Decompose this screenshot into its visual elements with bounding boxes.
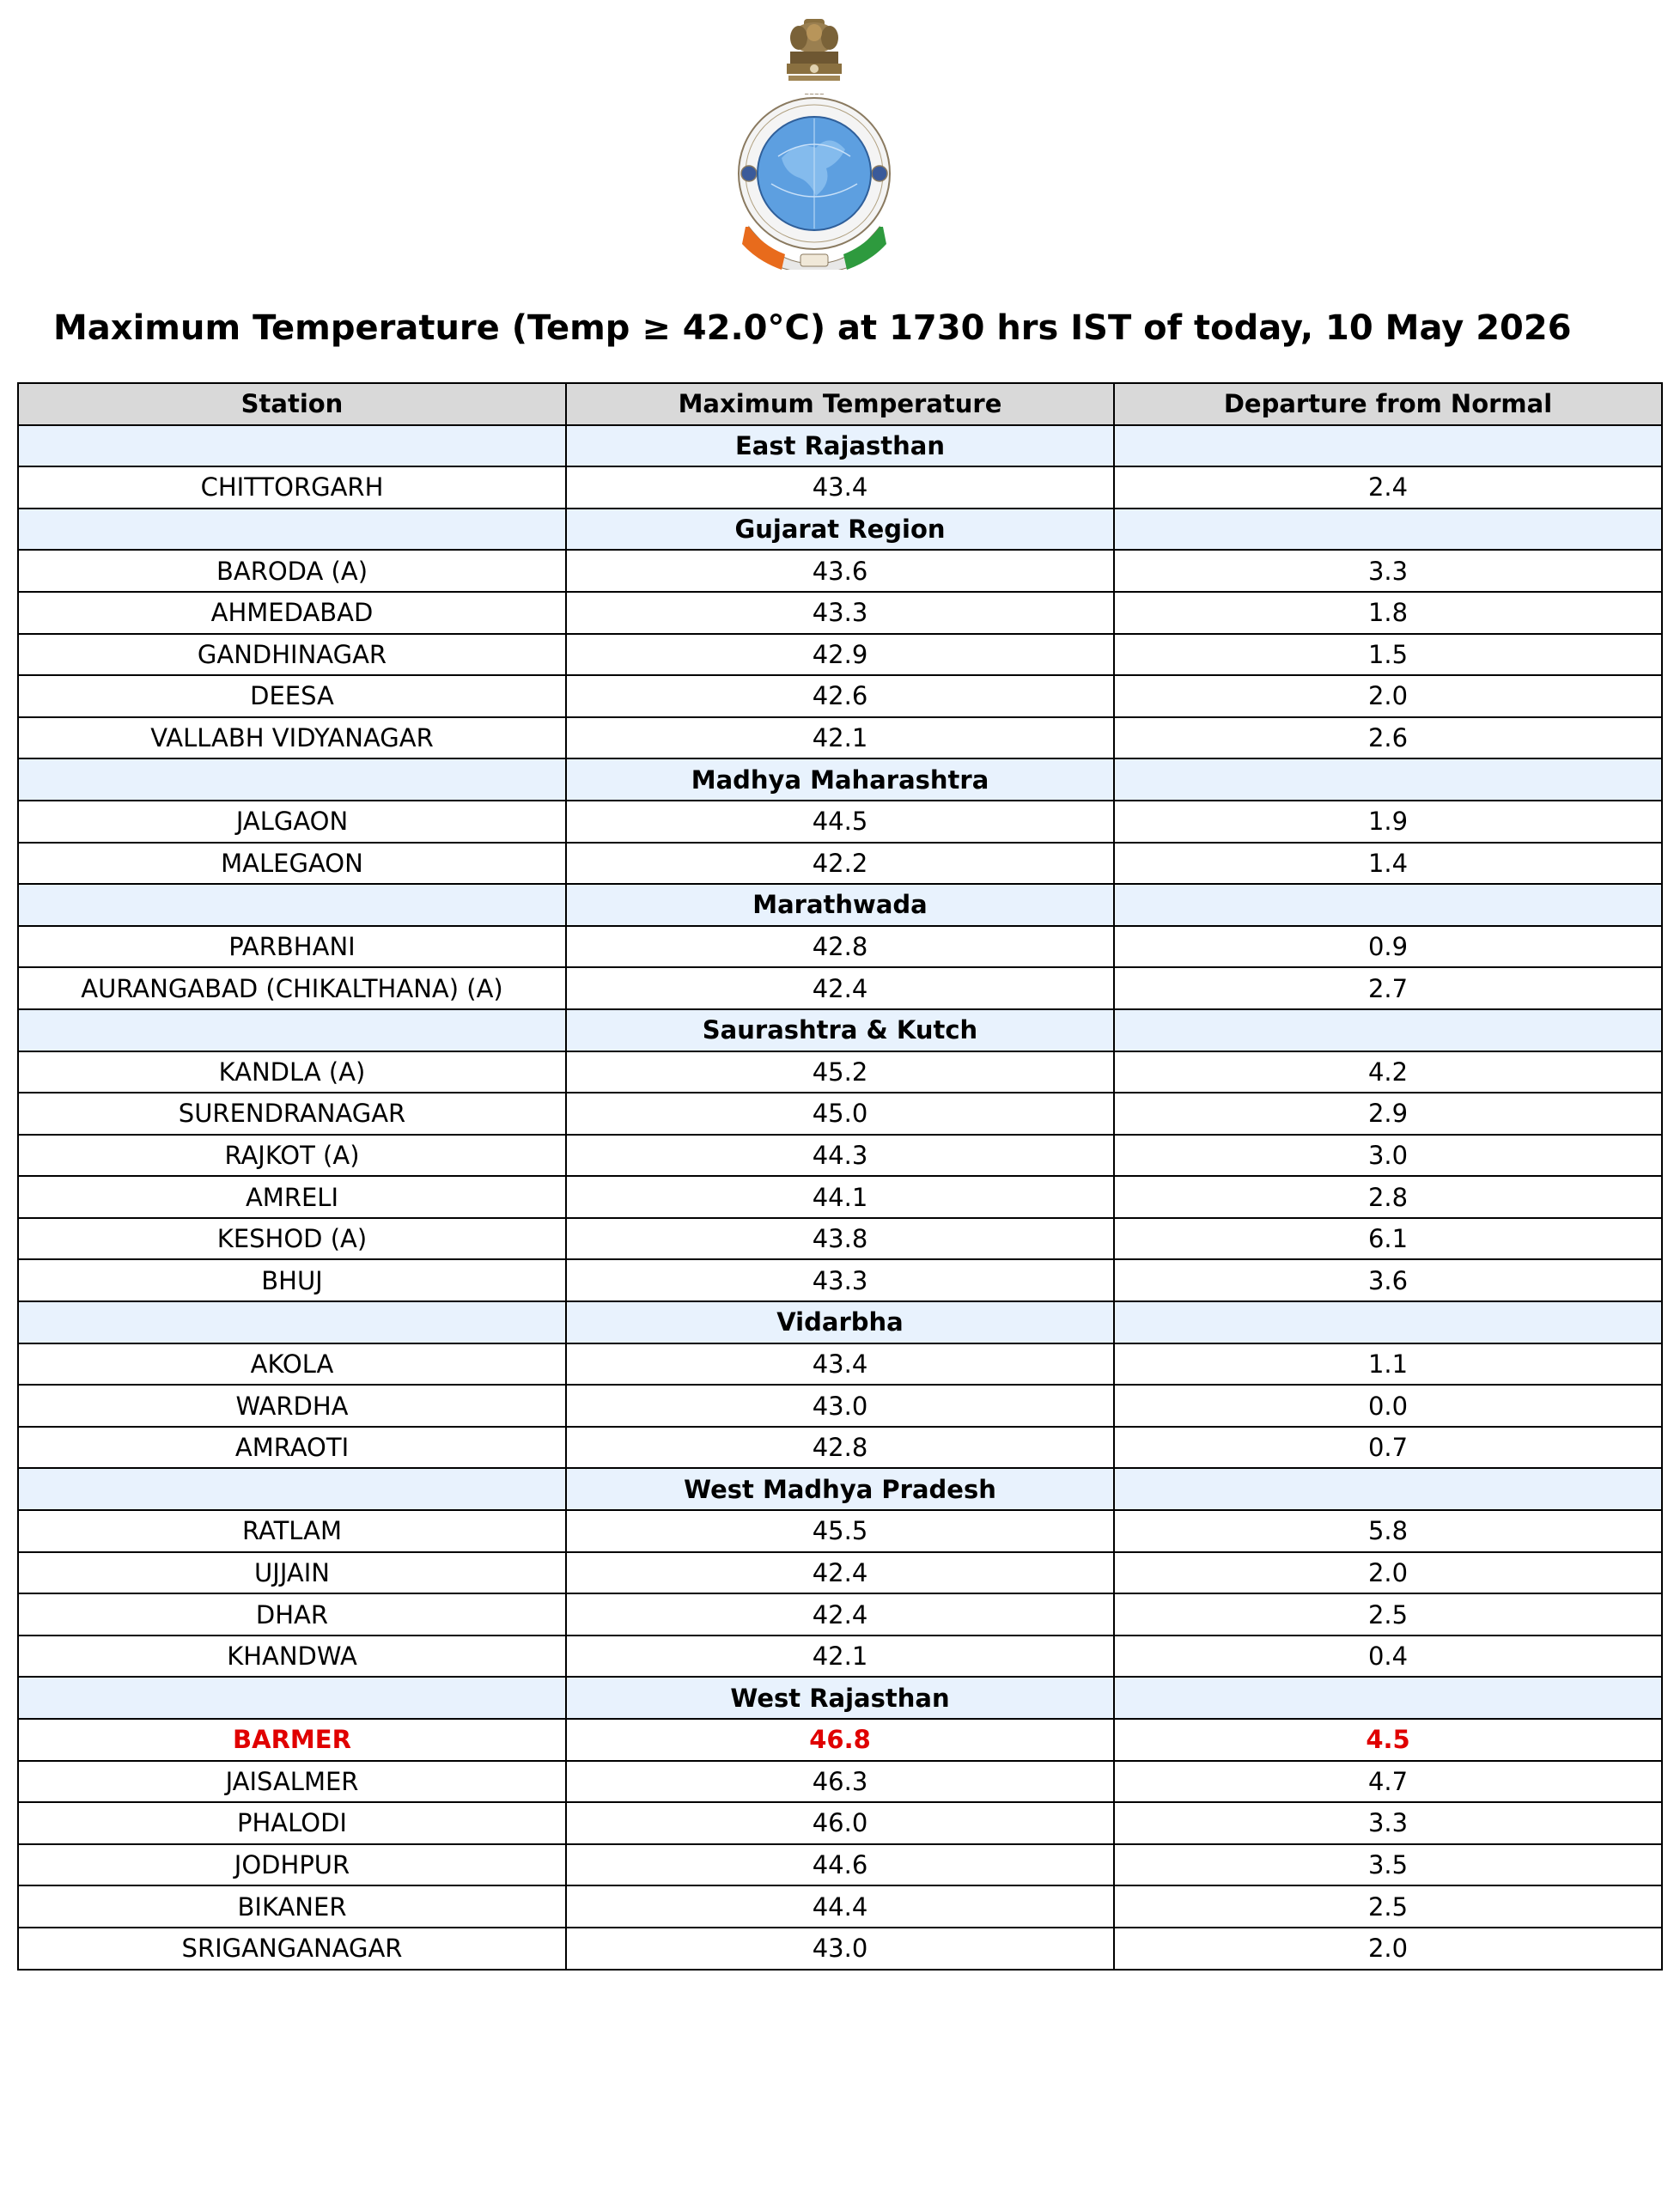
station-name: KANDLA (A) [18, 1051, 566, 1093]
departure-cell: 1.9 [1114, 801, 1662, 843]
imd-emblem-icon [737, 12, 892, 270]
region-name: Gujarat Region [566, 509, 1114, 551]
departure-cell: 1.8 [1114, 592, 1662, 634]
max-temperature-cell: 42.8 [566, 1427, 1114, 1469]
station-name: GANDHINAGAR [18, 634, 566, 676]
table-row [18, 675, 1662, 717]
table-row [18, 1844, 1662, 1886]
table-row [18, 1885, 1662, 1928]
station-name: BHUJ [18, 1259, 566, 1301]
max-temperature-cell: 44.4 [566, 1885, 1114, 1928]
station-name: JODHPUR [18, 1844, 566, 1886]
departure-cell: 1.5 [1114, 634, 1662, 676]
table-row [18, 1552, 1662, 1594]
table-row [18, 1510, 1662, 1552]
max-temperature-cell: 43.4 [566, 466, 1114, 509]
station-name: DEESA [18, 675, 566, 717]
region-row [18, 758, 1662, 801]
departure-cell: 2.7 [1114, 967, 1662, 1009]
region-name: West Madhya Pradesh [566, 1468, 1114, 1510]
table-row [18, 1176, 1662, 1218]
departure-cell: 3.6 [1114, 1259, 1662, 1301]
departure-cell: 2.5 [1114, 1885, 1662, 1928]
station-name: SURENDRANAGAR [18, 1093, 566, 1135]
max-temperature-cell: 44.1 [566, 1176, 1114, 1218]
max-temperature-cell: 46.3 [566, 1761, 1114, 1803]
table-row [18, 550, 1662, 592]
departure-cell: 3.0 [1114, 1135, 1662, 1177]
region-row [18, 509, 1662, 551]
max-temperature-cell: 44.6 [566, 1844, 1114, 1886]
station-name: AURANGABAD (CHIKALTHANA) (A) [18, 967, 566, 1009]
max-temperature-cell: 45.2 [566, 1051, 1114, 1093]
max-temperature-cell: 45.0 [566, 1093, 1114, 1135]
station-name: BARMER [18, 1719, 566, 1761]
table-row [18, 466, 1662, 509]
departure-cell: 0.7 [1114, 1427, 1662, 1469]
region-empty-cell [18, 758, 566, 801]
region-empty-cell [18, 1677, 566, 1719]
table-row [18, 843, 1662, 885]
region-empty-cell [1114, 884, 1662, 926]
region-empty-cell [1114, 758, 1662, 801]
station-name: AKOLA [18, 1343, 566, 1386]
region-name: Madhya Maharashtra [566, 758, 1114, 801]
column-header-departure: Departure from Normal [1114, 383, 1662, 425]
region-row [18, 1468, 1662, 1510]
departure-cell: 2.6 [1114, 717, 1662, 759]
table-header [18, 383, 1662, 425]
station-name: PHALODI [18, 1802, 566, 1844]
column-header-max-temperature: Maximum Temperature [566, 383, 1114, 425]
station-name: RAJKOT (A) [18, 1135, 566, 1177]
max-temperature-cell: 43.4 [566, 1343, 1114, 1386]
max-temperature-cell: 42.1 [566, 717, 1114, 759]
region-empty-cell [1114, 1301, 1662, 1343]
table-row [18, 1259, 1662, 1301]
departure-cell: 4.2 [1114, 1051, 1662, 1093]
header-row [18, 383, 1662, 425]
table-row [18, 1928, 1662, 1970]
table-row [18, 634, 1662, 676]
max-temperature-cell: 43.8 [566, 1218, 1114, 1260]
max-temperature-cell: 45.5 [566, 1510, 1114, 1552]
region-name: Vidarbha [566, 1301, 1114, 1343]
max-temperature-cell: 42.6 [566, 675, 1114, 717]
station-name: KESHOD (A) [18, 1218, 566, 1260]
table-row [18, 1761, 1662, 1803]
departure-cell: 1.4 [1114, 843, 1662, 885]
region-empty-cell [18, 1009, 566, 1051]
svg-text:~~~~: ~~~~ [804, 91, 825, 98]
station-name: BIKANER [18, 1885, 566, 1928]
table-row [18, 1593, 1662, 1636]
max-temperature-cell: 42.2 [566, 843, 1114, 885]
station-name: AMRAOTI [18, 1427, 566, 1469]
region-empty-cell [1114, 1468, 1662, 1510]
table-row-highest [18, 1719, 1662, 1761]
departure-cell: 6.1 [1114, 1218, 1662, 1260]
region-empty-cell [18, 425, 566, 467]
departure-cell: 4.5 [1114, 1719, 1662, 1761]
station-name: CHITTORGARH [18, 466, 566, 509]
departure-cell: 4.7 [1114, 1761, 1662, 1803]
station-name: WARDHA [18, 1385, 566, 1427]
departure-cell: 3.3 [1114, 550, 1662, 592]
station-name: VALLABH VIDYANAGAR [18, 717, 566, 759]
departure-cell: 5.8 [1114, 1510, 1662, 1552]
max-temperature-cell: 43.6 [566, 550, 1114, 592]
max-temperature-cell: 44.5 [566, 801, 1114, 843]
station-name: BARODA (A) [18, 550, 566, 592]
station-name: AHMEDABAD [18, 592, 566, 634]
table-row [18, 1802, 1662, 1844]
table-row [18, 1051, 1662, 1093]
table-body [18, 425, 1662, 1970]
departure-cell: 2.9 [1114, 1093, 1662, 1135]
column-header-station: Station [18, 383, 566, 425]
max-temperature-cell: 44.3 [566, 1135, 1114, 1177]
table-row [18, 926, 1662, 968]
region-name: Marathwada [566, 884, 1114, 926]
station-name: JALGAON [18, 801, 566, 843]
max-temperature-cell: 42.8 [566, 926, 1114, 968]
max-temperature-cell: 46.8 [566, 1719, 1114, 1761]
station-name: KHANDWA [18, 1636, 566, 1678]
departure-cell: 2.0 [1114, 1552, 1662, 1594]
region-empty-cell [1114, 1009, 1662, 1051]
region-empty-cell [1114, 1677, 1662, 1719]
station-name: SRIGANGANAGAR [18, 1928, 566, 1970]
departure-cell: 3.3 [1114, 1802, 1662, 1844]
station-name: RATLAM [18, 1510, 566, 1552]
departure-cell: 3.5 [1114, 1844, 1662, 1886]
region-empty-cell [18, 509, 566, 551]
max-temperature-cell: 43.3 [566, 1259, 1114, 1301]
station-name: DHAR [18, 1593, 566, 1636]
max-temperature-cell: 43.0 [566, 1385, 1114, 1427]
max-temperature-cell: 42.9 [566, 634, 1114, 676]
station-name: PARBHANI [18, 926, 566, 968]
departure-cell: 2.5 [1114, 1593, 1662, 1636]
station-name: UJJAIN [18, 1552, 566, 1594]
table-row [18, 1135, 1662, 1177]
region-row [18, 1677, 1662, 1719]
station-name: MALEGAON [18, 843, 566, 885]
max-temperature-cell: 43.3 [566, 592, 1114, 634]
region-row [18, 884, 1662, 926]
table-row [18, 1093, 1662, 1135]
max-temperature-cell: 42.4 [566, 967, 1114, 1009]
departure-cell: 2.0 [1114, 1928, 1662, 1970]
region-empty-cell [1114, 425, 1662, 467]
departure-cell: 1.1 [1114, 1343, 1662, 1386]
max-temperature-cell: 43.0 [566, 1928, 1114, 1970]
region-name: West Rajasthan [566, 1677, 1114, 1719]
region-name: East Rajasthan [566, 425, 1114, 467]
departure-cell: 2.0 [1114, 675, 1662, 717]
max-temperature-cell: 42.1 [566, 1636, 1114, 1678]
departure-cell: 0.4 [1114, 1636, 1662, 1678]
page-title: Maximum Temperature (Temp ≥ 42.0°C) at 1730 hrs IST of today, 10 May 2026 [53, 308, 1572, 348]
table-row [18, 801, 1662, 843]
table-row [18, 1343, 1662, 1386]
region-empty-cell [18, 1301, 566, 1343]
region-name: Saurashtra & Kutch [566, 1009, 1114, 1051]
table-row [18, 1218, 1662, 1260]
table-row [18, 1385, 1662, 1427]
max-temperature-cell: 42.4 [566, 1593, 1114, 1636]
station-name: JAISALMER [18, 1761, 566, 1803]
max-temperature-cell: 46.0 [566, 1802, 1114, 1844]
departure-cell: 0.9 [1114, 926, 1662, 968]
departure-cell: 0.0 [1114, 1385, 1662, 1427]
station-name: AMRELI [18, 1176, 566, 1218]
region-empty-cell [1114, 509, 1662, 551]
region-empty-cell [18, 1468, 566, 1510]
max-temperature-cell: 42.4 [566, 1552, 1114, 1594]
temperature-table [17, 382, 1663, 1971]
departure-cell: 2.4 [1114, 466, 1662, 509]
departure-cell: 2.8 [1114, 1176, 1662, 1218]
table-row [18, 967, 1662, 1009]
table-row [18, 1427, 1662, 1469]
region-empty-cell [18, 884, 566, 926]
table-row [18, 717, 1662, 759]
region-row [18, 1009, 1662, 1051]
table-row [18, 1636, 1662, 1678]
table-row [18, 592, 1662, 634]
region-row [18, 1301, 1662, 1343]
region-row [18, 425, 1662, 467]
